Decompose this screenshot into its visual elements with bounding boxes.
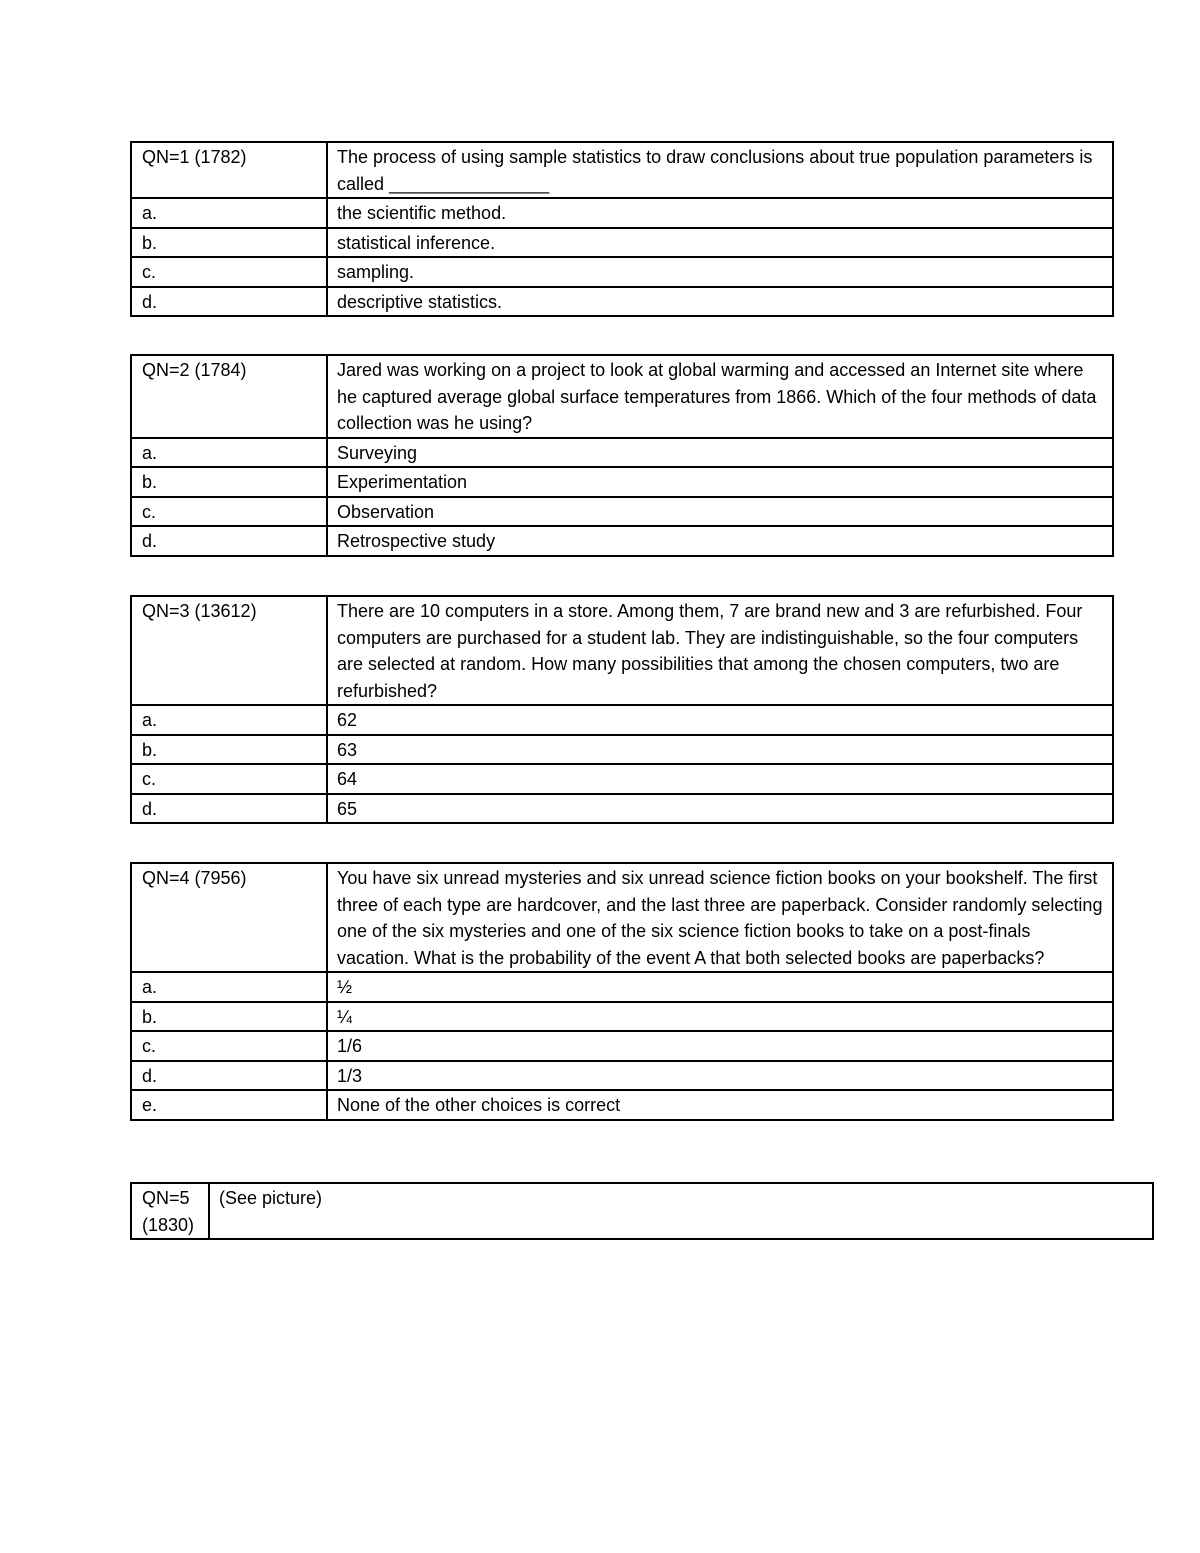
option-key: c. xyxy=(131,764,327,794)
option-row-c xyxy=(131,497,1113,527)
option-text: sampling. xyxy=(327,257,1113,287)
option-text: 1/6 xyxy=(327,1031,1113,1061)
option-key: a. xyxy=(131,972,327,1002)
option-row-d xyxy=(131,526,1113,556)
option-row-c xyxy=(131,1031,1113,1061)
question-4-table xyxy=(130,862,1114,1121)
option-text: descriptive statistics. xyxy=(327,287,1113,317)
question-row xyxy=(131,1183,1153,1239)
option-key: e. xyxy=(131,1090,327,1120)
option-key: b. xyxy=(131,228,327,258)
option-key: d. xyxy=(131,1061,327,1091)
option-key: b. xyxy=(131,735,327,765)
option-key: c. xyxy=(131,257,327,287)
question-id: QN=3 (13612) xyxy=(131,596,327,705)
option-key: a. xyxy=(131,198,327,228)
question-3-table xyxy=(130,595,1114,824)
option-row-d xyxy=(131,1061,1113,1091)
option-row-d xyxy=(131,287,1113,317)
option-row-a xyxy=(131,198,1113,228)
option-key: a. xyxy=(131,705,327,735)
option-text: Experimentation xyxy=(327,467,1113,497)
option-text: 1/3 xyxy=(327,1061,1113,1091)
option-key: d. xyxy=(131,287,327,317)
option-key: d. xyxy=(131,526,327,556)
option-text: statistical inference. xyxy=(327,228,1113,258)
option-text: None of the other choices is correct xyxy=(327,1090,1113,1120)
question-text: The process of using sample statistics to draw conclusions about true population parameters is called ________________ xyxy=(327,142,1113,198)
question-row xyxy=(131,142,1113,198)
question-text: Jared was working on a project to look at global warming and accessed an Internet site where he captured average global surface temperatures from 1866. Which of the four methods of data collection was he using? xyxy=(327,355,1113,438)
option-text: the scientific method. xyxy=(327,198,1113,228)
option-row-c xyxy=(131,257,1113,287)
option-text: Observation xyxy=(327,497,1113,527)
option-key: c. xyxy=(131,497,327,527)
option-text: ½ xyxy=(327,972,1113,1002)
question-id: QN=5 (1830) xyxy=(131,1183,209,1239)
option-key: d. xyxy=(131,794,327,824)
option-text: 65 xyxy=(327,794,1113,824)
question-row xyxy=(131,863,1113,972)
question-id: QN=1 (1782) xyxy=(131,142,327,198)
question-text: There are 10 computers in a store. Among them, 7 are brand new and 3 are refurbished. Four computers are purchased for a student lab. They are indistinguishable, so the four computers are selected at random. How many possibilities that among the chosen computers, two are refurbished? xyxy=(327,596,1113,705)
question-row xyxy=(131,355,1113,438)
option-text: Surveying xyxy=(327,438,1113,468)
question-5-table xyxy=(130,1182,1154,1240)
option-text: 64 xyxy=(327,764,1113,794)
option-row-b xyxy=(131,735,1113,765)
option-text: Retrospective study xyxy=(327,526,1113,556)
option-row-e xyxy=(131,1090,1113,1120)
question-id: QN=4 (7956) xyxy=(131,863,327,972)
option-text: 63 xyxy=(327,735,1113,765)
option-row-b xyxy=(131,467,1113,497)
option-row-d xyxy=(131,794,1113,824)
option-text: ¼ xyxy=(327,1002,1113,1032)
option-row-c xyxy=(131,764,1113,794)
option-key: b. xyxy=(131,467,327,497)
option-row-a xyxy=(131,705,1113,735)
question-text: You have six unread mysteries and six unread science fiction books on your bookshelf. The first three of each type are hardcover, and the last three are paperback. Consider randomly selecting one of the six mysteries and one of the six science fiction books to take on a post-finals vacation. What is the probability of the event A that both selected books are paperbacks? xyxy=(327,863,1113,972)
question-1-table xyxy=(130,141,1114,317)
question-text: (See picture) xyxy=(209,1183,1153,1239)
option-row-a xyxy=(131,972,1113,1002)
option-row-b xyxy=(131,228,1113,258)
option-key: b. xyxy=(131,1002,327,1032)
option-key: a. xyxy=(131,438,327,468)
option-key: c. xyxy=(131,1031,327,1061)
option-row-b xyxy=(131,1002,1113,1032)
question-2-table xyxy=(130,354,1114,557)
option-text: 62 xyxy=(327,705,1113,735)
question-row xyxy=(131,596,1113,705)
question-id: QN=2 (1784) xyxy=(131,355,327,438)
option-row-a xyxy=(131,438,1113,468)
